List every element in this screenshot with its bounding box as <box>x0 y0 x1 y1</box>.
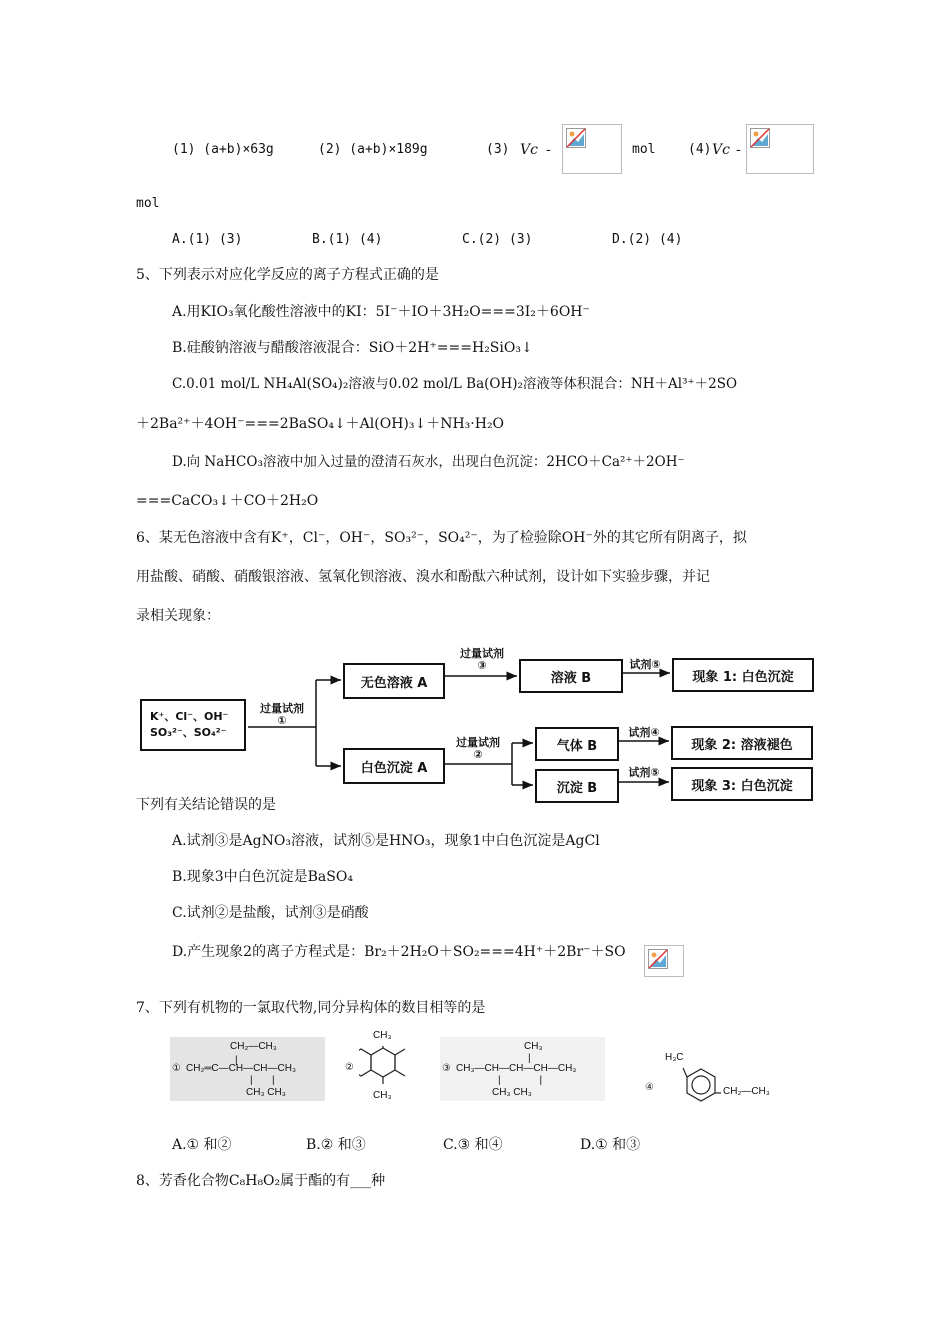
structure-4-num: ④ <box>645 1082 654 1093</box>
q5-stem: 5、下列表示对应化学反应的离子方程式正确的是 <box>136 267 439 283</box>
structure-2-bottom: CH₃ <box>373 1090 392 1101</box>
q5-option-d-line2: ===CaCO₃↓＋CO＋2H₂O <box>136 493 319 509</box>
reagent-1-label <box>252 703 312 727</box>
q4-dash-3: - <box>546 142 551 158</box>
benzene-ring <box>681 1066 721 1106</box>
q8-stem: 8、芳香化合物C₈H₈O₂属于酯的有___种 <box>136 1173 386 1189</box>
structure-2-top: CH₃ <box>373 1030 392 1041</box>
reagent-5-label-b: 试剂⑤ <box>628 766 660 779</box>
phenomenon-1-box: 现象 1: 白色沉淀 <box>672 658 814 692</box>
q6-option-d: D.产生现象2的离子方程式是：Br₂＋2H₂O＋SO₂===4H⁺＋2Br⁻＋SO <box>172 944 626 960</box>
white-precipitate-a-box: 白色沉淀 A <box>343 748 445 784</box>
reagent-1-text: 过量试剂 <box>260 702 304 715</box>
structure-1-num: ① <box>172 1063 181 1074</box>
q4-unit-3: mol <box>632 142 656 157</box>
naphthalene-ring <box>359 1046 407 1090</box>
q4-choice-c: C.(2) (3) <box>462 232 533 247</box>
q4-dash-4: - <box>736 142 741 158</box>
structure-3 <box>440 1037 605 1101</box>
q7-choice-a: A.① 和② <box>172 1137 232 1153</box>
structure-3-bottom: CH₃ CH₃ <box>492 1087 532 1098</box>
reagent-1-num: ① <box>277 714 287 727</box>
q6-option-a: A.试剂③是AgNO₃溶液，试剂⑤是HNO₃，现象1中白色沉淀是AgCl <box>172 833 600 849</box>
structure-4-sub1: H₃C <box>665 1052 684 1063</box>
q4-option-2: (2) (a+b)×189g <box>318 142 428 157</box>
q6-stem-line2: 用盐酸、硝酸、硝酸银溶液、氢氧化钡溶液、溴水和酚酞六种试剂，设计如下实验步骤，并记 <box>136 569 710 585</box>
q5-option-c-line2: ＋2Ba²⁺＋4OH⁻===2BaSO₄↓＋Al(OH)₃↓＋NH₃·H₂O <box>136 416 505 432</box>
colorless-solution-a-box: 无色溶液 A <box>343 663 445 699</box>
q7-choice-c: C.③ 和④ <box>443 1137 503 1153</box>
q6-option-b: B.现象3中白色沉淀是BaSO₄ <box>172 869 353 885</box>
reagent-4-label: 试剂④ <box>628 726 660 739</box>
q6-stem-line3: 录相关现象： <box>136 608 220 624</box>
reagent-3-text: 过量试剂 <box>460 647 504 660</box>
q4-option-4: (4) <box>688 142 712 157</box>
q4-unit-4: mol <box>136 196 160 211</box>
structure-3-bond-up: | <box>528 1053 531 1064</box>
structure-3-top: CH₃ <box>524 1041 543 1052</box>
structure-1-top: CH₂—CH₃ <box>230 1041 277 1052</box>
q5-option-b: B.硅酸钠溶液与醋酸溶液混合：SiO＋2H⁺===H₂SiO₃↓ <box>172 340 533 356</box>
structure-2-num: ② <box>345 1062 354 1073</box>
start-ions-line1: K⁺、Cl⁻、OH⁻ <box>150 710 229 723</box>
q4-option-1: (1) (a+b)×63g <box>172 142 274 157</box>
broken-image-icon <box>746 124 814 174</box>
reagent-3-label <box>446 648 518 672</box>
structure-1-bottom: CH₃ CH₃ <box>246 1087 286 1098</box>
q4-option-3: (3) <box>486 142 510 157</box>
reagent-2-text: 过量试剂 <box>456 736 500 749</box>
phenomenon-3-box: 现象 3: 白色沉淀 <box>671 767 813 801</box>
q4-vc-4: Vc <box>712 142 730 158</box>
reagent-5-label-a: 试剂⑤ <box>629 658 661 671</box>
reagent-2-label <box>446 737 510 761</box>
q4-choice-a: A.(1) (3) <box>172 232 243 247</box>
q6-option-c: C.试剂②是盐酸，试剂③是硝酸 <box>172 905 369 921</box>
structure-4 <box>645 1050 785 1112</box>
q7-stem: 7、下列有机物的一氯取代物,同分异构体的数目相等的是 <box>136 1000 486 1016</box>
q4-choice-d: D.(2) (4) <box>612 232 683 247</box>
q5-option-d-line1: D.向 NaHCO₃溶液中加入过量的澄清石灰水，出现白色沉淀：2HCO＋Ca²⁺＋2OH⁻ <box>172 454 685 470</box>
q5-option-a: A.用KIO₃氧化酸性溶液中的KI：5I⁻＋IO＋3H₂O===3I₂＋6OH⁻ <box>172 304 590 320</box>
q4-choice-b: B.(1) (4) <box>312 232 383 247</box>
start-ions-box <box>140 699 246 751</box>
q4-vc-3: Vc <box>520 142 538 158</box>
structure-3-bond-down: | | <box>498 1075 543 1086</box>
precipitate-b-box: 沉淀 B <box>535 769 619 803</box>
structure-3-num: ③ <box>442 1063 451 1074</box>
q7-choice-d: D.① 和③ <box>580 1137 641 1153</box>
reagent-2-num: ② <box>473 748 483 761</box>
reagent-3-num: ③ <box>477 659 487 672</box>
broken-image-icon <box>644 945 684 977</box>
q6-ask: 下列有关结论错误的是 <box>136 797 276 813</box>
q6-stem-line1: 6、某无色溶液中含有K⁺，Cl⁻，OH⁻，SO₃²⁻，SO₄²⁻，为了检验除OH⁻外的其它所有阴离子，拟 <box>136 530 747 546</box>
structure-1 <box>170 1037 325 1101</box>
solution-b-box: 溶液 B <box>519 659 623 693</box>
q7-choice-b: B.② 和③ <box>306 1137 366 1153</box>
start-ions-line2: SO₃²⁻、SO₄²⁻ <box>150 726 227 739</box>
broken-image-icon <box>562 124 622 174</box>
structure-3-main: CH₃—CH—CH—CH—CH₃ <box>456 1063 577 1074</box>
flowchart <box>136 645 816 800</box>
structure-1-bond-up: | <box>235 1055 238 1066</box>
gas-b-box: 气体 B <box>535 727 619 761</box>
q5-option-c-line1: C.0.01 mol/L NH₄Al(SO₄)₂溶液与0.02 mol/L Ba(OH)₂溶液等体积混合：NH＋Al³⁺＋2SO <box>172 376 738 392</box>
structure-1-main: CH₂═C—CH—CH—CH₃ <box>186 1063 297 1074</box>
structure-2 <box>345 1030 415 1105</box>
structure-1-bond-down: | | <box>250 1075 275 1086</box>
structure-4-sub2: CH₂—CH₃ <box>723 1086 770 1097</box>
phenomenon-2-box: 现象 2: 溶液褪色 <box>671 726 813 760</box>
